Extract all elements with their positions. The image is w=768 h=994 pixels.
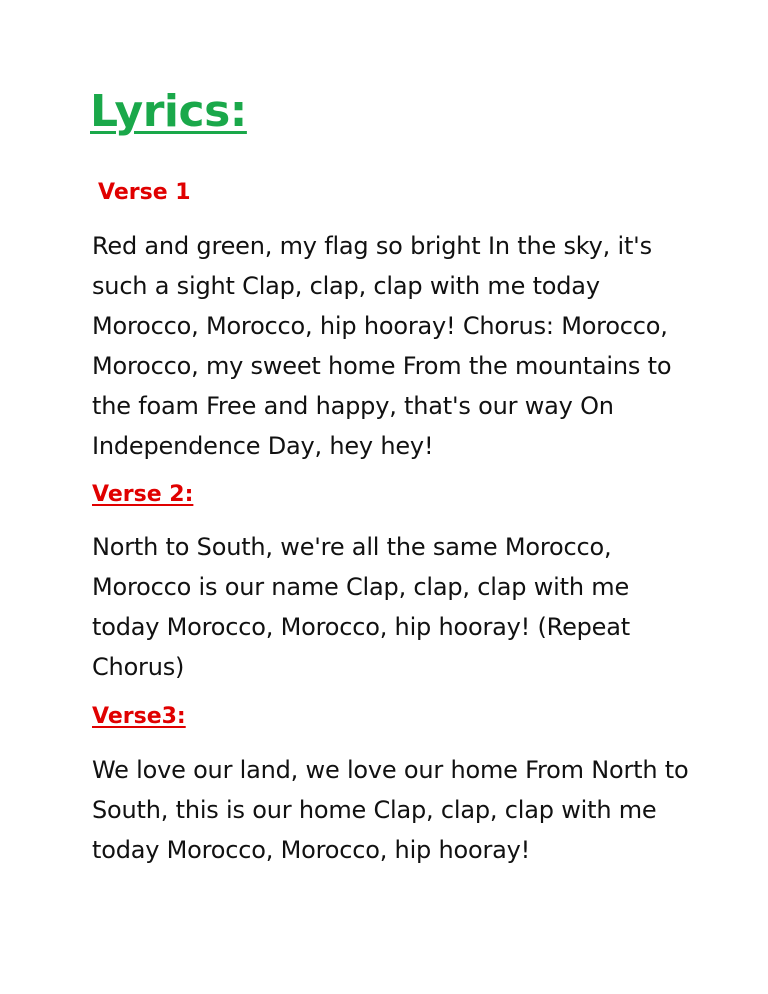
verse-2-lyrics: North to South, we're all the same Morocco, Morocco is our name Clap, clap, clap with me today Morocco, Morocco, hip hooray! (Repeat Chorus): [92, 533, 630, 681]
verse-1-heading: Verse 1: [98, 180, 191, 205]
page-title: Lyrics:: [90, 86, 247, 137]
verse-3-lyrics: We love our land, we love our home From North to South, this is our home Clap, clap, clap with me today Morocco, Morocco, hip hooray!: [92, 756, 689, 864]
verse-2-heading: Verse 2:: [92, 482, 194, 507]
verse-3-heading: Verse3:: [92, 704, 186, 729]
verse-1-lyrics: Red and green, my flag so bright In the sky, it's such a sight Clap, clap, clap with me today Morocco, Morocco, hip hooray! Chorus: Morocco, Morocco, my sweet home From the mountains to the foam Free and happy, that's our way On Independence Day, hey hey!: [92, 232, 672, 460]
